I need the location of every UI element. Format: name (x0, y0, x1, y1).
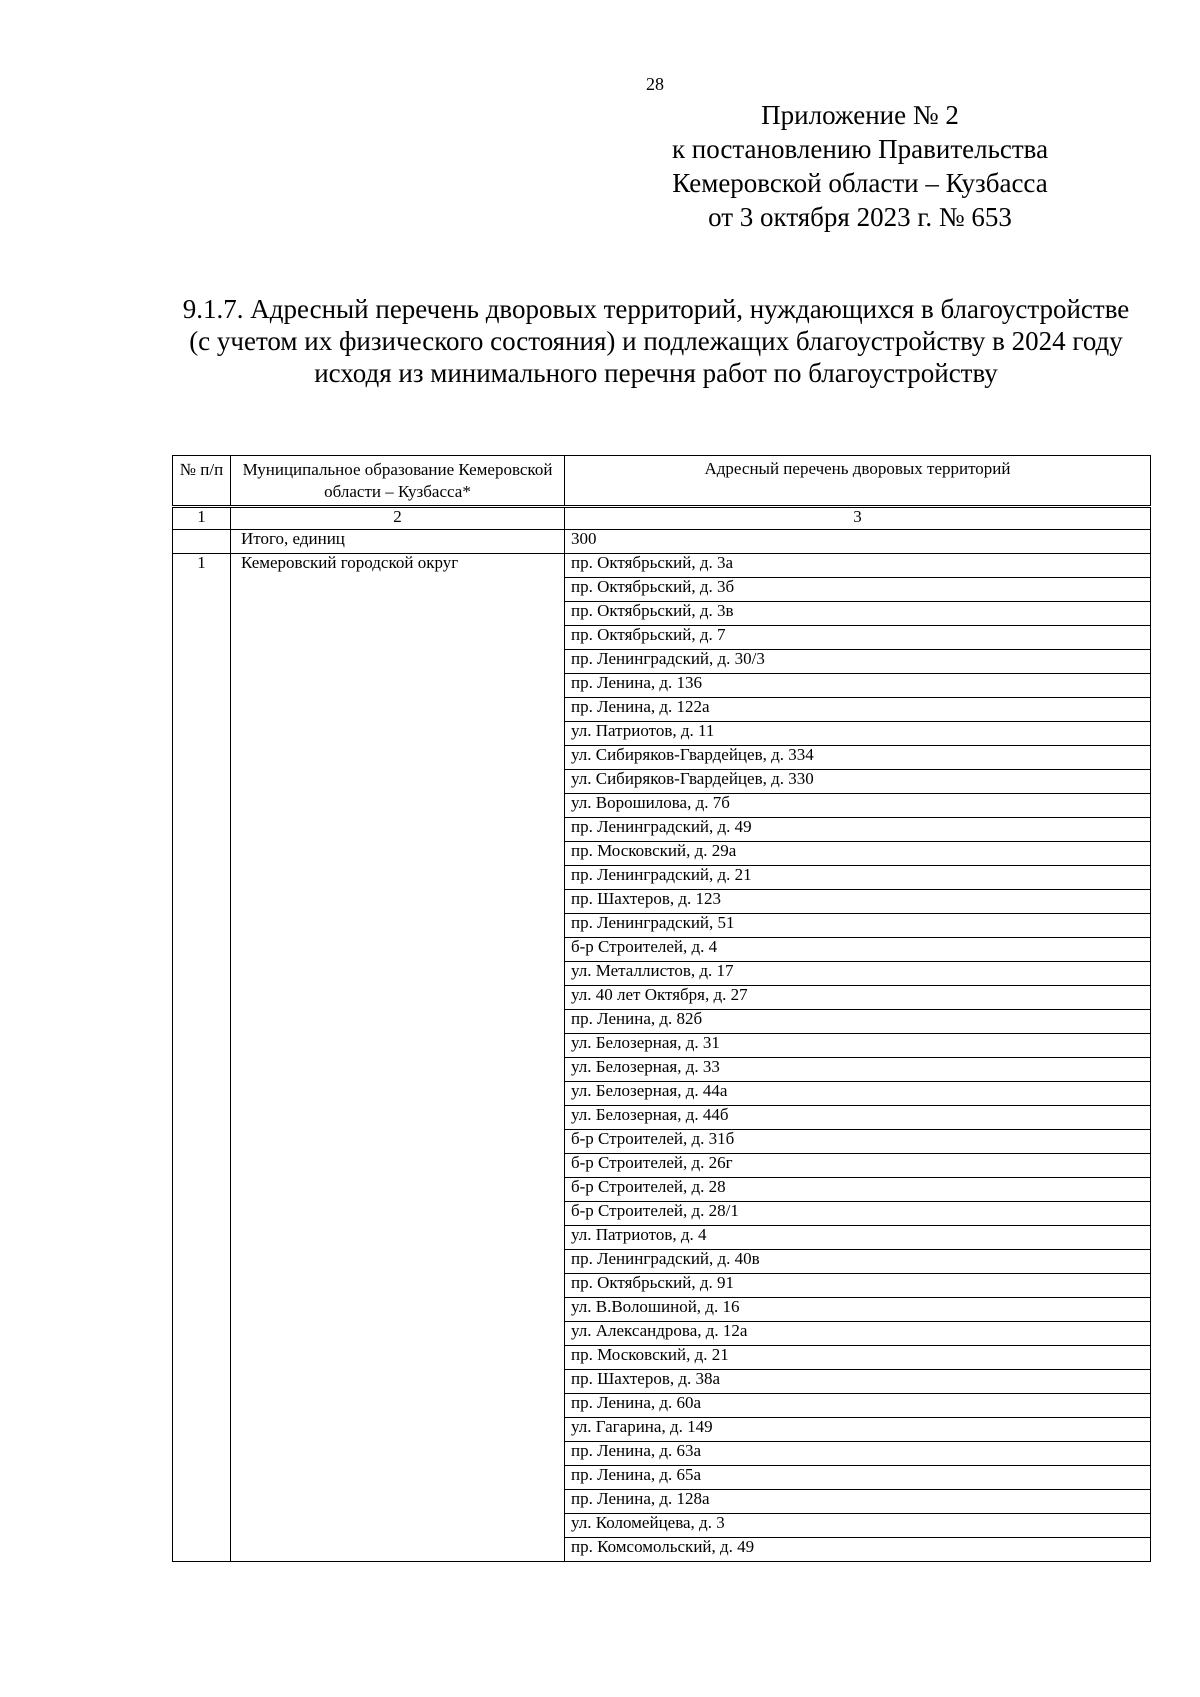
table-row (173, 1202, 1151, 1226)
municipality-cell (231, 1514, 565, 1538)
row-number-cell (173, 602, 231, 626)
table-row (173, 698, 1151, 722)
address-cell: ул. В.Волошиной, д. 16 (565, 1298, 1151, 1322)
table-row (173, 554, 1151, 578)
address-cell: пр. Ленина, д. 60а (565, 1394, 1151, 1418)
municipality-cell (231, 578, 565, 602)
address-cell: ул. Белозерная, д. 44б (565, 1106, 1151, 1130)
table-row (173, 1058, 1151, 1082)
address-cell: б-р Строителей, д. 28/1 (565, 1202, 1151, 1226)
table-row (173, 1298, 1151, 1322)
table-row (173, 866, 1151, 890)
row-number-cell (173, 1346, 231, 1370)
municipality-cell (231, 1394, 565, 1418)
row-number-cell (173, 986, 231, 1010)
table-row (173, 770, 1151, 794)
table-row (173, 1442, 1151, 1466)
municipality-cell (231, 722, 565, 746)
municipality-cell (231, 1106, 565, 1130)
address-cell: пр. Ленинградский, 51 (565, 914, 1151, 938)
table-row (173, 578, 1151, 602)
row-number-cell (173, 1034, 231, 1058)
address-cell: пр. Октябрьский, д. 3а (565, 554, 1151, 578)
municipality-cell (231, 914, 565, 938)
address-cell: ул. Гагарина, д. 149 (565, 1418, 1151, 1442)
row-number-cell (173, 962, 231, 986)
table-row (173, 1250, 1151, 1274)
address-cell: ул. Белозерная, д. 33 (565, 1058, 1151, 1082)
row-number-cell (173, 866, 231, 890)
row-number-cell (173, 722, 231, 746)
address-cell: пр. Московский, д. 21 (565, 1346, 1151, 1370)
table-row (173, 986, 1151, 1010)
address-cell: пр. Ленинградский, д. 49 (565, 818, 1151, 842)
header-municipality: Муниципальное образование Кемеровской области – Кузбасса* (231, 456, 565, 507)
municipality-cell (231, 1082, 565, 1106)
municipality-cell (231, 674, 565, 698)
municipality-cell (231, 1322, 565, 1346)
table-row (173, 1418, 1151, 1442)
table-row (173, 818, 1151, 842)
column-number: 3 (565, 507, 1151, 530)
municipality-cell (231, 1034, 565, 1058)
total-row (173, 530, 1151, 554)
row-number-cell (173, 842, 231, 866)
address-cell: б-р Строителей, д. 26г (565, 1154, 1151, 1178)
table-row (173, 1490, 1151, 1514)
row-number-cell (173, 1442, 231, 1466)
row-number-cell (173, 1370, 231, 1394)
total-num-cell (173, 530, 231, 554)
row-number-cell (173, 1058, 231, 1082)
address-cell: ул. Металлистов, д. 17 (565, 962, 1151, 986)
row-number-cell (173, 1418, 231, 1442)
row-number-cell (173, 650, 231, 674)
appendix-line: Приложение № 2 (761, 100, 959, 130)
table-row (173, 1154, 1151, 1178)
address-cell: пр. Ленина, д. 82б (565, 1010, 1151, 1034)
table-row (173, 914, 1151, 938)
row-number-cell (173, 1178, 231, 1202)
table-row (173, 1226, 1151, 1250)
table-row (173, 1322, 1151, 1346)
row-number-cell (173, 1082, 231, 1106)
column-number: 2 (231, 507, 565, 530)
row-number: 1 (173, 554, 231, 578)
table-row (173, 794, 1151, 818)
address-cell: ул. 40 лет Октября, д. 27 (565, 986, 1151, 1010)
row-number-cell (173, 770, 231, 794)
address-cell: б-р Строителей, д. 4 (565, 938, 1151, 962)
address-cell: ул. Ворошилова, д. 7б (565, 794, 1151, 818)
municipality-cell (231, 866, 565, 890)
address-cell: пр. Ленина, д. 128а (565, 1490, 1151, 1514)
table-row (173, 1274, 1151, 1298)
address-cell: ул. Александрова, д. 12а (565, 1322, 1151, 1346)
row-number-cell (173, 1154, 231, 1178)
row-number-cell (173, 1490, 231, 1514)
appendix-line: Кемеровской области – Кузбасса (672, 168, 1048, 198)
row-number-cell (173, 1106, 231, 1130)
municipality-cell (231, 746, 565, 770)
row-number-cell (173, 1250, 231, 1274)
address-cell: б-р Строителей, д. 31б (565, 1130, 1151, 1154)
municipality-cell (231, 1058, 565, 1082)
municipality-cell (231, 626, 565, 650)
document-title: 9.1.7. Адресный перечень дворовых территорий, нуждающихся в благоустройстве (с учетом их физического состояния) и подлежащих благоустройству в 2024 году исходя из минимального перечня работ по благоустройству (182, 294, 1130, 388)
appendix-line: к постановлению Правительства (671, 134, 1049, 164)
municipality-cell (231, 1202, 565, 1226)
address-cell: пр. Ленина, д. 63а (565, 1442, 1151, 1466)
municipality-cell (231, 842, 565, 866)
row-number-cell (173, 1394, 231, 1418)
row-number-cell (173, 1010, 231, 1034)
municipality-cell (231, 1298, 565, 1322)
table-row (173, 1106, 1151, 1130)
address-cell: пр. Комсомольский, д. 49 (565, 1538, 1151, 1562)
row-number-cell (173, 1226, 231, 1250)
municipality-cell (231, 1370, 565, 1394)
header-num: № п/п (173, 456, 231, 507)
municipality-cell (231, 770, 565, 794)
table-row (173, 842, 1151, 866)
municipality-cell (231, 1418, 565, 1442)
table-row (173, 626, 1151, 650)
row-number-cell (173, 1466, 231, 1490)
address-cell: ул. Патриотов, д. 11 (565, 722, 1151, 746)
row-number-cell (173, 578, 231, 602)
address-table (172, 455, 1151, 1562)
table-row (173, 1082, 1151, 1106)
municipality-cell (231, 1226, 565, 1250)
row-number-cell (173, 1514, 231, 1538)
table-row (173, 1034, 1151, 1058)
address-cell: пр. Ленина, д. 65а (565, 1466, 1151, 1490)
address-cell: пр. Ленинградский, д. 21 (565, 866, 1151, 890)
table-row (173, 1346, 1151, 1370)
address-cell: пр. Октябрьский, д. 91 (565, 1274, 1151, 1298)
table-row (173, 650, 1151, 674)
municipality-cell (231, 650, 565, 674)
table-header-row (173, 456, 1151, 507)
row-number-cell (173, 938, 231, 962)
total-label: Итого, единиц (231, 530, 565, 554)
table-row (173, 1130, 1151, 1154)
table-row (173, 938, 1151, 962)
municipality-cell (231, 698, 565, 722)
row-number-cell (173, 746, 231, 770)
table-row (173, 1538, 1151, 1562)
municipality-name: Кемеровский городской округ (231, 554, 565, 578)
address-cell: пр. Ленина, д. 136 (565, 674, 1151, 698)
municipality-cell (231, 1130, 565, 1154)
table-row (173, 722, 1151, 746)
address-cell: пр. Октябрьский, д. 7 (565, 626, 1151, 650)
table-row (173, 1394, 1151, 1418)
page-number: 28 (646, 74, 664, 94)
municipality-cell (231, 1154, 565, 1178)
municipality-cell (231, 1010, 565, 1034)
address-cell: пр. Октябрьский, д. 3в (565, 602, 1151, 626)
row-number-cell (173, 1298, 231, 1322)
table-row (173, 746, 1151, 770)
address-cell: пр. Московский, д. 29а (565, 842, 1151, 866)
row-number-cell (173, 890, 231, 914)
municipality-cell (231, 1490, 565, 1514)
municipality-cell (231, 986, 565, 1010)
table-row (173, 1178, 1151, 1202)
municipality-cell (231, 1178, 565, 1202)
municipality-cell (231, 794, 565, 818)
address-cell: ул. Сибиряков-Гвардейцев, д. 330 (565, 770, 1151, 794)
table-row (173, 1514, 1151, 1538)
address-cell: пр. Ленина, д. 122а (565, 698, 1151, 722)
column-number: 1 (173, 507, 231, 530)
row-number-cell (173, 1274, 231, 1298)
column-number-row (173, 507, 1151, 530)
row-number-cell (173, 1202, 231, 1226)
address-cell: ул. Белозерная, д. 44а (565, 1082, 1151, 1106)
address-cell: ул. Патриотов, д. 4 (565, 1226, 1151, 1250)
appendix-block (640, 98, 1080, 234)
municipality-cell (231, 938, 565, 962)
municipality-cell (231, 602, 565, 626)
address-cell: пр. Октябрьский, д. 3б (565, 578, 1151, 602)
municipality-cell (231, 962, 565, 986)
address-cell: ул. Сибиряков-Гвардейцев, д. 334 (565, 746, 1151, 770)
table-row (173, 602, 1151, 626)
table-row (173, 890, 1151, 914)
municipality-cell (231, 1466, 565, 1490)
table-row (173, 962, 1151, 986)
municipality-cell (231, 890, 565, 914)
row-number-cell (173, 914, 231, 938)
address-cell: пр. Шахтеров, д. 38а (565, 1370, 1151, 1394)
address-cell: ул. Белозерная, д. 31 (565, 1034, 1151, 1058)
row-number-cell (173, 818, 231, 842)
row-number-cell (173, 1130, 231, 1154)
row-number-cell (173, 1538, 231, 1562)
municipality-cell (231, 1442, 565, 1466)
municipality-cell (231, 1274, 565, 1298)
table-row (173, 674, 1151, 698)
municipality-cell (231, 1538, 565, 1562)
row-number-cell (173, 698, 231, 722)
address-cell: пр. Ленинградский, д. 30/3 (565, 650, 1151, 674)
address-cell: пр. Ленинградский, д. 40в (565, 1250, 1151, 1274)
address-cell: б-р Строителей, д. 28 (565, 1178, 1151, 1202)
row-number-cell (173, 674, 231, 698)
table-row (173, 1466, 1151, 1490)
header-addresses: Адресный перечень дворовых территорий (565, 456, 1151, 507)
row-number-cell (173, 626, 231, 650)
total-value: 300 (565, 530, 1151, 554)
row-number-cell (173, 794, 231, 818)
appendix-line: от 3 октября 2023 г. № 653 (708, 202, 1012, 232)
municipality-cell (231, 818, 565, 842)
table-row (173, 1010, 1151, 1034)
municipality-cell (231, 1346, 565, 1370)
address-cell: ул. Коломейцева, д. 3 (565, 1514, 1151, 1538)
municipality-cell (231, 1250, 565, 1274)
table-row (173, 1370, 1151, 1394)
address-cell: пр. Шахтеров, д. 123 (565, 890, 1151, 914)
row-number-cell (173, 1322, 231, 1346)
